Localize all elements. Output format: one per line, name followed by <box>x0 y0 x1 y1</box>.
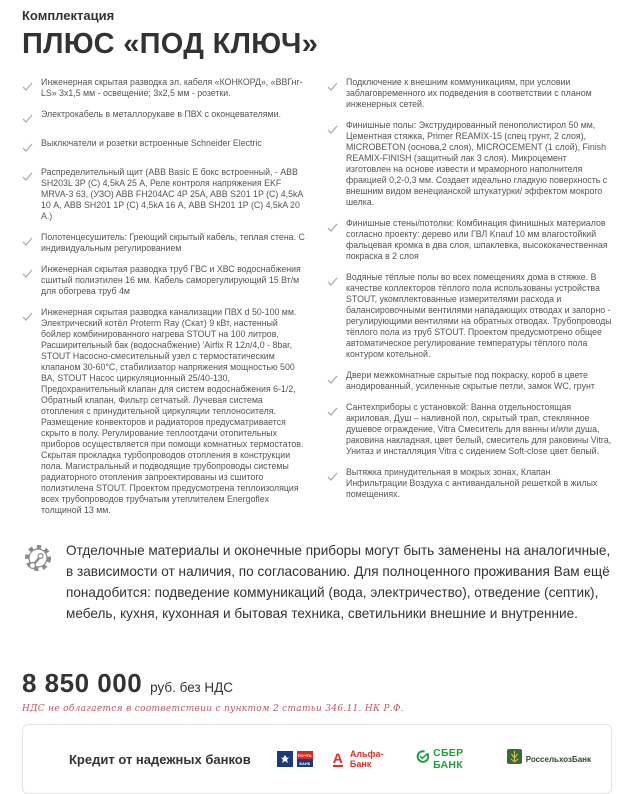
credit-banner-label: Кредит от надежных банков <box>69 751 251 767</box>
check-icon <box>327 78 338 96</box>
feature-columns <box>22 77 612 526</box>
sber-circle-check-icon <box>416 750 429 768</box>
check-icon <box>327 273 338 291</box>
price-amount: 8 850 000 <box>22 668 143 698</box>
check-icon <box>22 110 33 128</box>
list-item <box>327 218 612 262</box>
pochta-word-top: ПОЧТА <box>297 752 312 758</box>
credit-banner <box>22 724 612 794</box>
list-item-text: Двери межкомнатные скрытые под покраску, короб в цвете анодированный, усиленные скрытые петли, замок WC, грунт <box>346 370 595 391</box>
check-icon <box>327 121 338 139</box>
check-icon <box>22 265 33 283</box>
list-item <box>22 307 307 516</box>
bank-logos <box>277 747 591 771</box>
list-item-text: Водяные тёплые полы во всех помещениях дома в стяжке. В качестве коллекторов тёплого пола использованы устройства STOUT, укомплектованные измерителями расхода и балансировочными вентилями нападающих отводах и запорно - регулирующими вентилями на обратных отводах. Трубопроводы тёплого пола из труб STOUT. Проектом предусмотрено общее автоматическое регулирование температуры тёплого пола контуром котельной. <box>346 272 612 359</box>
gear-wrench-icon <box>22 542 54 581</box>
price-row <box>22 668 612 699</box>
list-item-text: Сантехприборы с установкой: Ванна отдельностоящая акриловая, Душ – наливной пол, скрытый трап, стеклянное душевое ограждение, Vitra Смеситель для ванны и/или душа, раковина накладная, цвет белый, смеситель для раковины Vitra, Унитаз и инсталляция Vitra с сидением Soft-close цвет белый. <box>346 402 612 456</box>
price-currency-label: руб. без НДС <box>150 680 234 695</box>
list-item-text: Инженерная скрытая разводка труб ГВС и ХВС водоснабжения сшитый полиэтилен 16 мм. Кабель саморегулирующий 15 Вт/м для обогрева труб 4м <box>41 264 301 296</box>
list-item <box>22 264 307 297</box>
pochta-eagle-icon <box>277 751 293 767</box>
list-item-text: Электрокабель в металлорукаве в ПВХ с оконцевателями. <box>41 109 281 119</box>
section-kicker: Комплектация <box>22 8 115 23</box>
rshb-bank-name: РоссельхозБанк <box>525 754 591 764</box>
pochta-wordmark <box>297 751 313 767</box>
tax-note: НДС не облагается в соответствии с пунктом 2 статьи 346.11. НК Р.Ф. <box>22 704 404 714</box>
list-item-text: Распределительный щит (ABB Basic E бокс встроенный, - ABB SH203L 3P (C) 4,5kA 25 А, Реле контроля напряжения EKF MRVA-3 63, (УЗО) ABB FH204AC 4P 25A, ABB S201 1P (C) 4,5kA 10 А, ABB SH201 1P (C) 4,5kA 16 А, ABB SH201 1P (C) 4,5kA 20 А.) <box>41 167 303 221</box>
list-item <box>327 120 612 208</box>
list-item-text: Финишные полы: Экструдированный пенополистирол 50 мм, Цементная стяжка, Primer REAMIX-15 (спец грунт, 2 слоя), MICROBETON (основа,2 слоя), MICROCEMENT (1 слой), Finish REAMIX-FINISH (защитный лак 3 слоя). Микроцемент изготовлен на основе извести и мраморного наполнителя фракцией 0,2-0,3 мм. Создает идеально гладкую поверхность с внешним видом венецианской штукатурки/ эффектом мокрого шелка. <box>346 120 608 207</box>
list-item <box>22 167 307 222</box>
bank-logo-sber <box>416 747 487 771</box>
list-item <box>327 370 612 392</box>
list-item-text: Выключатели и розетки встроенные Schneider Electric <box>41 138 262 148</box>
check-icon <box>22 139 33 157</box>
list-item <box>22 138 307 157</box>
alfa-letter-icon: А <box>332 749 343 766</box>
bank-logo-alfa <box>333 749 396 769</box>
check-icon <box>327 403 338 421</box>
feature-column-left <box>22 77 307 526</box>
check-icon <box>22 308 33 326</box>
list-item <box>327 402 612 457</box>
list-item-text: Полотенцесушитель: Греющий скрытый кабель, теплая стена. С индивидуальным регулированием <box>41 232 305 253</box>
check-icon <box>327 371 338 389</box>
list-item-text: Инженерная скрытая разводка канализации ПВХ d 50-100 мм. Электрический котёл Proterm Ray (Скат) 9 кВт, настенный бойлер комбинированного нагрева STOUT на 100 литров, Расширительный бак (водоснабжение) 'Airfix R 12л/4,0 - 8bar, STOUT Насосно-смесительный узел с термостатическим клапаном 30-60°С, стабилизатор напряжения мощностью 500 ВА, STOUT Насос циркуляционный 25/40-130, Предохранительный клапан для систем водоснабжения 6-1/2, Обратный клапан, Фильтр сетчатый. Лучевая система отопления с принудительной циркуляции теплоносителя. Размещение конвекторов и радиаторов предусматривается скрыто в полу. Регулирование теплоотдачи отопительных приборов осуществляется при помощи комнатных термостатов. Скрытая прокладка турбопроводов отопления в конструкции пола. Магистральный и подводящие трубопроводы системы радиаторного отопления запроектированы из сшитого полиэтилена STOUT. Проектом предусмотрена теплоизоляция всех трубопроводов трубчатым утеплителем Energoflex толщиной 13 мм. <box>41 307 304 515</box>
check-icon <box>22 78 33 96</box>
rshb-sheaf-icon <box>507 749 522 769</box>
list-item <box>22 109 307 128</box>
list-item <box>327 272 612 360</box>
list-item <box>327 467 612 500</box>
bank-logo-rshb <box>507 749 591 769</box>
check-icon <box>22 168 33 186</box>
check-icon <box>327 219 338 237</box>
feature-column-right <box>327 77 612 526</box>
list-item <box>22 77 307 99</box>
check-icon <box>22 233 33 251</box>
list-item-text: Финишные стены/потолки: Комбинация финишных материалов согласно проекту: дерево или ГВЛ Knauf 10 мм влагостойкий фальцевая кромка в два слоя, шпаклевка, высококачественная покраска в 2 слоя <box>346 218 608 261</box>
bank-logo-pochta <box>277 751 313 767</box>
alfa-bank-name: Альфа-Банк <box>349 749 384 769</box>
list-item-text: Подключение к внешним коммуникациям, при условии заблаговременного их подведения в соответствии с планом инженерных сетей. <box>346 77 592 109</box>
page-title: ПЛЮС «ПОД КЛЮЧ» <box>22 28 319 60</box>
replacement-note <box>22 540 612 624</box>
list-item-text: Инженерная скрытая разводка эл. кабеля «КОНКОРД», «ВВГнг-LS» 3х1,5 мм - освещение; 3х2,5 мм - розетки. <box>41 77 303 98</box>
list-item-text: Вытяжка принудительная в мокрых зонах, Клапан Инфильтрации Воздуха с антивандальной решеткой в жилых помещениях. <box>346 467 598 499</box>
list-item <box>327 77 612 110</box>
replacement-note-text: Отделочные материалы и оконечные приборы могут быть заменены на аналогичные, в зависимости от наличия, по согласованию. Для полноценного проживания Вам ещё понадобится: подведение коммуникаций (вода, электричество), отведение (септик), мебель, кухня, кухонная и бытовая техника, светильники внешние и внутренние. <box>66 543 611 621</box>
list-item <box>22 232 307 254</box>
pochta-word-bottom: БАНК <box>297 759 313 767</box>
check-icon <box>327 468 338 486</box>
sber-bank-name: СБЕР БАНК <box>433 747 464 771</box>
